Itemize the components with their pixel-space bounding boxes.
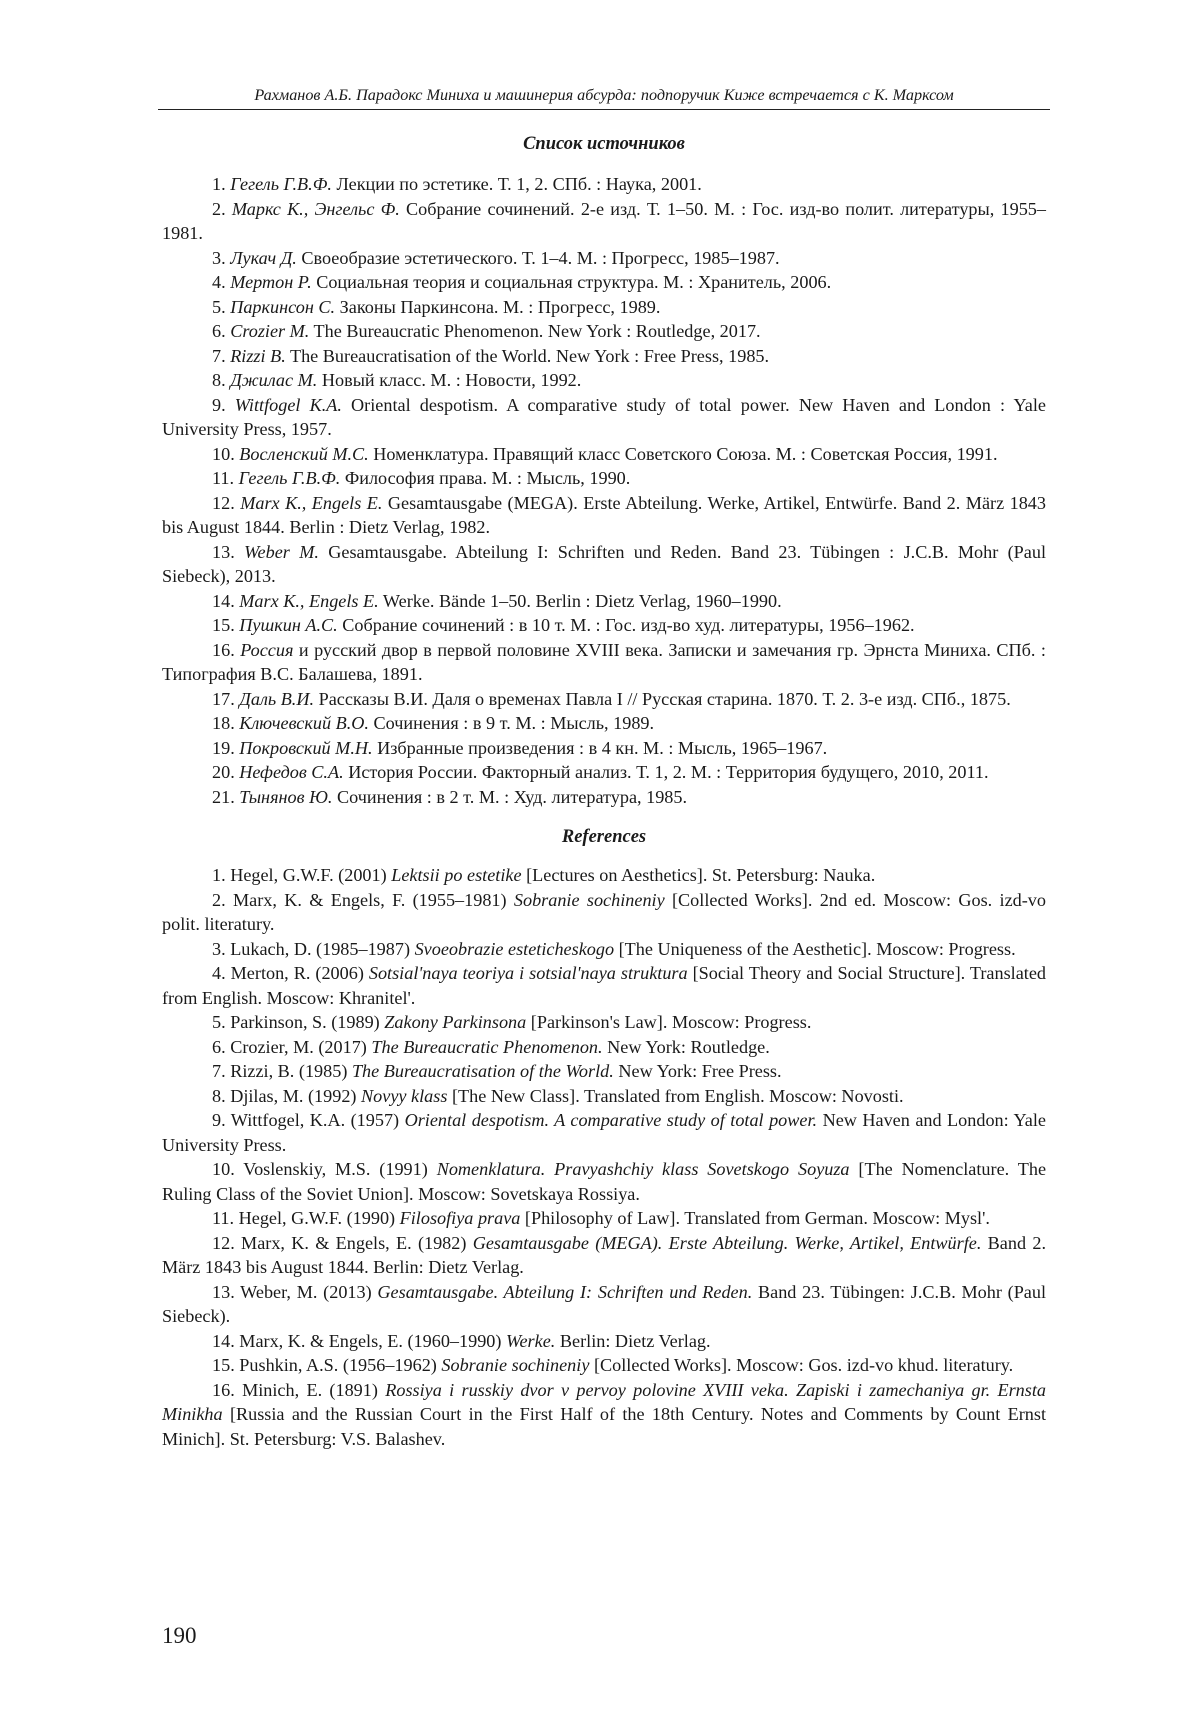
references-title: References xyxy=(561,827,647,847)
entry-number: 1. xyxy=(212,865,226,885)
entry-details: [The New Class]. Translated from English. Moscow: Novosti. xyxy=(447,1085,904,1106)
entry-details: Рассказы В.И. Даля о временах Павла I // Русская старина. 1870. Т. 2. 3-е изд. СПб., 1875. xyxy=(314,688,1011,709)
entry-number: 13. xyxy=(212,1281,235,1302)
entry-details: The Bureaucratic Phenomenon. New York : Routledge, 2017. xyxy=(309,321,761,341)
entry-italic: Nomenklatura. Pravyashchiy klass Sovetskogo Soyuza xyxy=(436,1159,850,1179)
entry-italic: Восленский М.С. xyxy=(239,443,369,464)
reference-entry xyxy=(162,1378,1046,1452)
entry-italic: Даль В.И. xyxy=(239,688,315,709)
entry-details: New Haven and London: Yale University Press. xyxy=(162,1110,1046,1155)
entry-italic: Гегель Г.В.Ф. xyxy=(238,468,341,488)
sources-list xyxy=(162,172,1046,809)
entry-italic: Rizzi B. xyxy=(230,345,286,366)
entry-number: 10. xyxy=(212,443,235,464)
entry-italic: Zakony Parkinsona xyxy=(384,1012,527,1032)
reference-entry xyxy=(162,393,1046,442)
entry-italic: Novyy klass xyxy=(361,1085,448,1106)
entry-number: 11. xyxy=(212,1208,235,1228)
entry-number: 3. xyxy=(212,938,226,959)
entry-details: Собрание сочинений. 2-е изд. Т. 1–50. М. : Гос. изд-во полит. литературы, 1955–1981. xyxy=(162,198,1046,243)
reference-entry xyxy=(162,888,1046,937)
entry-italic: Weber M. xyxy=(244,541,319,562)
entry-number: 6. xyxy=(212,321,226,341)
entry-number: 12. xyxy=(212,492,235,513)
entry-number: 2. xyxy=(212,198,226,219)
entry-number: 5. xyxy=(212,296,226,317)
entry-number: 16. xyxy=(212,1379,235,1400)
entry-details: Новый класс. М. : Новости, 1992. xyxy=(317,370,582,390)
entry-details: [Philosophy of Law]. Translated from German. Moscow: Mysl'. xyxy=(520,1208,990,1228)
entry-details: Band 23. Tübingen: J.C.B. Mohr (Paul Siebeck). xyxy=(162,1281,1047,1326)
entry-details: [Lectures on Aesthetics]. St. Petersburg: Nauka. xyxy=(521,865,876,885)
reference-entry xyxy=(162,1035,1046,1060)
entry-number: 16. xyxy=(212,639,235,660)
entry-author: Voslenskiy, M.S. (1991) xyxy=(243,1159,437,1179)
entry-author: Weber, M. (2013) xyxy=(240,1281,378,1302)
entry-details: [The Uniqueness of the Aesthetic]. Moscow: Progress. xyxy=(614,938,1016,959)
reference-entry xyxy=(162,344,1046,369)
entry-details: [Collected Works]. Moscow: Gos. izd-vo khud. literatury. xyxy=(589,1355,1014,1375)
entry-italic: Россия xyxy=(240,639,294,660)
entry-italic: Sotsial'naya teoriya i sotsial'naya struktura xyxy=(368,963,688,983)
entry-details: [Collected Works]. 2nd ed. Moscow: Gos. izd-vo polit. literatury. xyxy=(162,889,1046,934)
reference-entry xyxy=(162,1010,1046,1035)
reference-entry xyxy=(162,638,1046,687)
entry-italic: Мертон Р. xyxy=(230,272,312,292)
entry-details: Gesamtausgabe. Abteilung I: Schriften und Reden. Band 23. Tübingen : J.C.B. Mohr (Paul Siebeck), 2013. xyxy=(162,541,1047,586)
entry-author: Marx, K. & Engels, E. (1960–1990) xyxy=(239,1330,506,1351)
entry-italic: Oriental despotism. A comparative study of total power. xyxy=(404,1110,818,1130)
entry-italic: Wittfogel K.A. xyxy=(234,394,342,415)
entry-author: Merton, R. (2006) xyxy=(230,963,369,983)
entry-italic: Werke. xyxy=(506,1330,556,1351)
references-list xyxy=(162,863,1046,1451)
entry-number: 15. xyxy=(212,615,235,635)
entry-author: Hegel, G.W.F. (2001) xyxy=(230,865,392,885)
reference-entry xyxy=(162,246,1046,271)
entry-number: 9. xyxy=(212,1110,226,1130)
reference-entry xyxy=(162,540,1046,589)
reference-entry xyxy=(162,442,1046,467)
entry-details: Сочинения : в 2 т. М. : Худ. литература, 1985. xyxy=(332,786,688,807)
reference-entry xyxy=(162,1059,1046,1084)
reference-entry xyxy=(162,1206,1046,1231)
entry-number: 9. xyxy=(212,394,226,415)
entry-number: 14. xyxy=(212,1330,235,1351)
entry-italic: Пушкин А.С. xyxy=(239,615,338,635)
entry-details: Избранные произведения : в 4 кн. М. : Мысль, 1965–1967. xyxy=(372,737,828,758)
entry-author: Marx, K. & Engels, E. (1982) xyxy=(241,1232,473,1253)
entry-number: 13. xyxy=(212,541,235,562)
entry-number: 8. xyxy=(212,1085,226,1106)
reference-entry xyxy=(162,1329,1046,1354)
entry-italic: Filosofiya prava xyxy=(399,1208,521,1228)
reference-entry xyxy=(162,961,1046,1010)
entry-number: 18. xyxy=(212,713,235,733)
reference-entry xyxy=(162,197,1046,246)
entry-italic: Sobranie sochineniy xyxy=(513,889,665,910)
entry-details: Сочинения : в 9 т. М. : Мысль, 1989. xyxy=(368,713,655,733)
reference-entry xyxy=(162,1108,1046,1157)
entry-details: Номенклатура. Правящий класс Советского Союза. М. : Советская Россия, 1991. xyxy=(368,443,998,464)
entry-number: 15. xyxy=(212,1355,235,1375)
entry-number: 4. xyxy=(212,272,226,292)
reference-entry xyxy=(162,785,1046,810)
entry-italic: Svoeobrazie esteticheskogo xyxy=(414,938,615,959)
reference-entry xyxy=(162,1353,1046,1378)
reference-entry xyxy=(162,687,1046,712)
entry-italic: The Bureaucratisation of the World. xyxy=(351,1061,614,1081)
entry-number: 7. xyxy=(212,1061,226,1081)
reference-entry xyxy=(162,937,1046,962)
page-number: 190 xyxy=(162,1623,197,1648)
entry-author: Lukach, D. (1985–1987) xyxy=(230,938,415,959)
entry-number: 3. xyxy=(212,247,226,268)
entry-details: Oriental despotism. A comparative study of total power. New Haven and London : Yale University Press, 1957. xyxy=(162,394,1047,439)
entry-details: [Russia and the Russian Court in the First Half of the 18th Century. Notes and Comments by Count Ernst Minich]. St. Petersburg: V.S. Balashev. xyxy=(162,1404,1046,1449)
reference-entry xyxy=(162,319,1046,344)
entry-number: 14. xyxy=(212,590,235,611)
entry-details: Band 2. März 1843 bis August 1844. Berlin: Dietz Verlag. xyxy=(162,1232,1046,1277)
entry-details: Законы Паркинсона. М. : Прогресс, 1989. xyxy=(335,296,661,317)
reference-entry xyxy=(162,1231,1046,1280)
reference-entry xyxy=(162,1084,1046,1109)
entry-details: Своеобразие эстетического. Т. 1–4. М. : Прогресс, 1985–1987. xyxy=(296,247,780,268)
entry-italic: Marx K., Engels E. xyxy=(240,492,383,513)
entry-number: 11. xyxy=(212,468,235,488)
entry-italic: Паркинсон С. xyxy=(230,296,336,317)
reference-entry xyxy=(162,270,1046,295)
entry-details: Werke. Bände 1–50. Berlin : Dietz Verlag, 1960–1990. xyxy=(378,590,782,611)
entry-italic: Sobranie sochineniy xyxy=(441,1355,590,1375)
entry-details: Собрание сочинений : в 10 т. М. : Гос. изд-во худ. литературы, 1956–1962. xyxy=(337,615,915,635)
sources-title: Список источников xyxy=(523,134,685,154)
entry-details: Berlin: Dietz Verlag. xyxy=(555,1330,711,1351)
entry-number: 5. xyxy=(212,1012,226,1032)
entry-italic: The Bureaucratic Phenomenon. xyxy=(371,1036,603,1057)
entry-details: Лекции по эстетике. Т. 1, 2. СПб. : Наука, 2001. xyxy=(331,174,702,194)
reference-entry xyxy=(162,589,1046,614)
entry-number: 2. xyxy=(212,889,226,910)
entry-italic: Лукач Д. xyxy=(230,247,297,268)
entry-number: 7. xyxy=(212,345,226,366)
entry-italic: Marx K., Engels E. xyxy=(239,590,379,611)
entry-number: 17. xyxy=(212,688,235,709)
entry-details: Gesamtausgabe (MEGA). Erste Abteilung. Werke, Artikel, Entwürfe. Band 2. März 1843 bis August 1844. Berlin : Dietz Verlag, 1982. xyxy=(162,492,1046,537)
entry-italic: Гегель Г.В.Ф. xyxy=(230,174,332,194)
entry-details: и русский двор в первой половине XVIII века. Записки и замечания гр. Эрнста Миниха. СПб. : Типография В.С. Балашева, 1891. xyxy=(162,639,1046,684)
reference-entry xyxy=(162,466,1046,491)
entry-italic: Gesamtausgabe (MEGA). Erste Abteilung. Werke, Artikel, Entwürfe. xyxy=(472,1232,982,1253)
entry-author: Marx, K. & Engels, F. (1955–1981) xyxy=(232,889,514,910)
entry-details: История России. Факторный анализ. Т. 1, 2. М. : Территория будущего, 2010, 2011. xyxy=(343,762,989,782)
reference-entry xyxy=(162,613,1046,638)
entry-number: 10. xyxy=(212,1159,235,1179)
entry-details: [Social Theory and Social Structure]. Translated from English. Moscow: Khranitel'. xyxy=(162,963,1047,1008)
reference-entry xyxy=(162,368,1046,393)
entry-details: [Parkinson's Law]. Moscow: Progress. xyxy=(526,1012,812,1032)
entry-author: Parkinson, S. (1989) xyxy=(230,1012,385,1032)
entry-italic: Gesamtausgabe. Abteilung I: Schriften und Reden. xyxy=(377,1281,753,1302)
entry-italic: Crozier M. xyxy=(230,321,310,341)
reference-entry xyxy=(162,863,1046,888)
entry-author: Pushkin, A.S. (1956–1962) xyxy=(239,1355,442,1375)
reference-entry xyxy=(162,760,1046,785)
reference-entry xyxy=(162,295,1046,320)
entry-italic: Ключевский В.О. xyxy=(239,713,369,733)
entry-author: Crozier, M. (2017) xyxy=(230,1036,372,1057)
reference-entry xyxy=(162,172,1046,197)
entry-details: The Bureaucratisation of the World. New York : Free Press, 1985. xyxy=(285,345,770,366)
reference-entry xyxy=(162,711,1046,736)
entry-details: New York: Routledge. xyxy=(602,1036,770,1057)
reference-entry xyxy=(162,736,1046,761)
entry-author: Wittfogel, K.A. (1957) xyxy=(230,1110,405,1130)
entry-number: 21. xyxy=(212,786,235,807)
reference-entry xyxy=(162,491,1046,540)
entry-author: Minich, E. (1891) xyxy=(242,1379,386,1400)
entry-number: 6. xyxy=(212,1036,226,1057)
entry-italic: Покровский М.Н. xyxy=(239,737,373,758)
entry-italic: Джилас М. xyxy=(230,370,318,390)
entry-number: 1. xyxy=(212,174,226,194)
reference-entry xyxy=(162,1157,1046,1206)
entry-details: [The Nomenclature. The Ruling Class of the Soviet Union]. Moscow: Sovetskaya Rossiya. xyxy=(162,1159,1047,1204)
entry-italic: Маркс К., Энгельс Ф. xyxy=(231,198,400,219)
reference-entry xyxy=(162,1280,1046,1329)
running-header: Рахманов А.Б. Парадокс Миниха и машинерия абсурда: подпоручик Киже встречается с К. Марксом xyxy=(158,86,1050,110)
entry-details: Философия права. М. : Мысль, 1990. xyxy=(340,468,631,488)
entry-italic: Lektsii po estetike xyxy=(391,865,522,885)
entry-number: 20. xyxy=(212,762,235,782)
entry-details: Социальная теория и социальная структура. М. : Хранитель, 2006. xyxy=(311,272,832,292)
entry-details: New York: Free Press. xyxy=(613,1061,782,1081)
entry-author: Hegel, G.W.F. (1990) xyxy=(238,1208,400,1228)
entry-number: 12. xyxy=(212,1232,235,1253)
entry-number: 4. xyxy=(212,963,226,983)
bibliography xyxy=(162,132,1046,1451)
entry-number: 8. xyxy=(212,370,226,390)
entry-italic: Rossiya i russkiy dvor v pervoy polovine XVIII veka. Zapiski i zamechaniya gr. Ernsta Minikha xyxy=(162,1379,1047,1424)
entry-italic: Тынянов Ю. xyxy=(239,786,333,807)
entry-author: Djilas, M. (1992) xyxy=(230,1085,362,1106)
entry-italic: Нефедов С.А. xyxy=(239,762,344,782)
entry-number: 19. xyxy=(212,737,235,758)
entry-author: Rizzi, B. (1985) xyxy=(230,1061,352,1081)
